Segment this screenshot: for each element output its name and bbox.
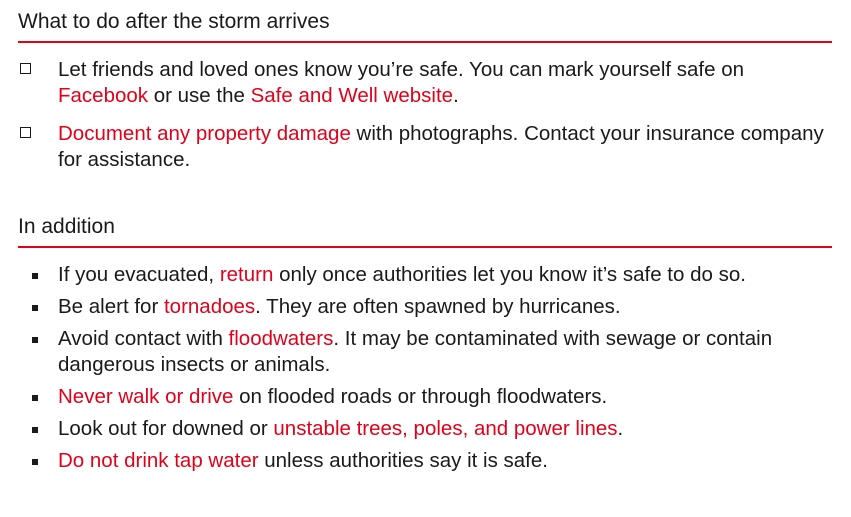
bullet-icon: [32, 459, 38, 465]
after-storm-heading: What to do after the storm arrives: [18, 9, 832, 43]
return-link[interactable]: return: [219, 263, 274, 286]
unstable-trees-link[interactable]: unstable trees, poles, and power lines: [273, 417, 618, 440]
after-storm-checklist: [18, 57, 832, 173]
bullet-icon: [32, 337, 38, 343]
document-damage-link[interactable]: Document any property damage: [58, 122, 351, 145]
list-item: Never walk or drive on flooded roads or through floodwaters.: [18, 384, 832, 410]
bullet-icon: [32, 395, 38, 401]
never-walk-or-drive-link[interactable]: Never walk or drive: [58, 385, 234, 408]
list-item: Be alert for tornadoes. They are often spawned by hurricanes.: [18, 294, 832, 320]
checkbox-icon[interactable]: [20, 127, 31, 138]
tornadoes-link[interactable]: tornadoes: [163, 295, 256, 318]
list-item: Avoid contact with floodwaters. It may be contaminated with sewage or contain dangerous insects or animals.: [18, 326, 832, 378]
in-addition-section: [18, 214, 832, 480]
list-item: Look out for downed or unstable trees, poles, and power lines.: [18, 416, 832, 442]
in-addition-heading: In addition: [18, 214, 832, 248]
after-storm-section: [18, 9, 832, 185]
checklist-item: Document any property damage with photographs. Contact your insurance company for assistance.: [18, 121, 832, 173]
checklist-item: Let friends and loved ones know you’re safe. You can mark yourself safe on Facebook or use the Safe and Well website.: [18, 57, 832, 109]
bullet-icon: [32, 427, 38, 433]
floodwaters-link[interactable]: floodwaters: [228, 327, 334, 350]
in-addition-list: [18, 262, 832, 474]
list-item: Do not drink tap water unless authorities say it is safe.: [18, 448, 832, 474]
bullet-icon: [32, 273, 38, 279]
checkbox-icon[interactable]: [20, 63, 31, 74]
safe-and-well-link[interactable]: Safe and Well website: [250, 84, 454, 107]
list-item: If you evacuated, return only once authorities let you know it’s safe to do so.: [18, 262, 832, 288]
facebook-link[interactable]: Facebook: [58, 84, 149, 107]
do-not-drink-tap-water-link[interactable]: Do not drink tap water: [58, 449, 259, 472]
bullet-icon: [32, 305, 38, 311]
